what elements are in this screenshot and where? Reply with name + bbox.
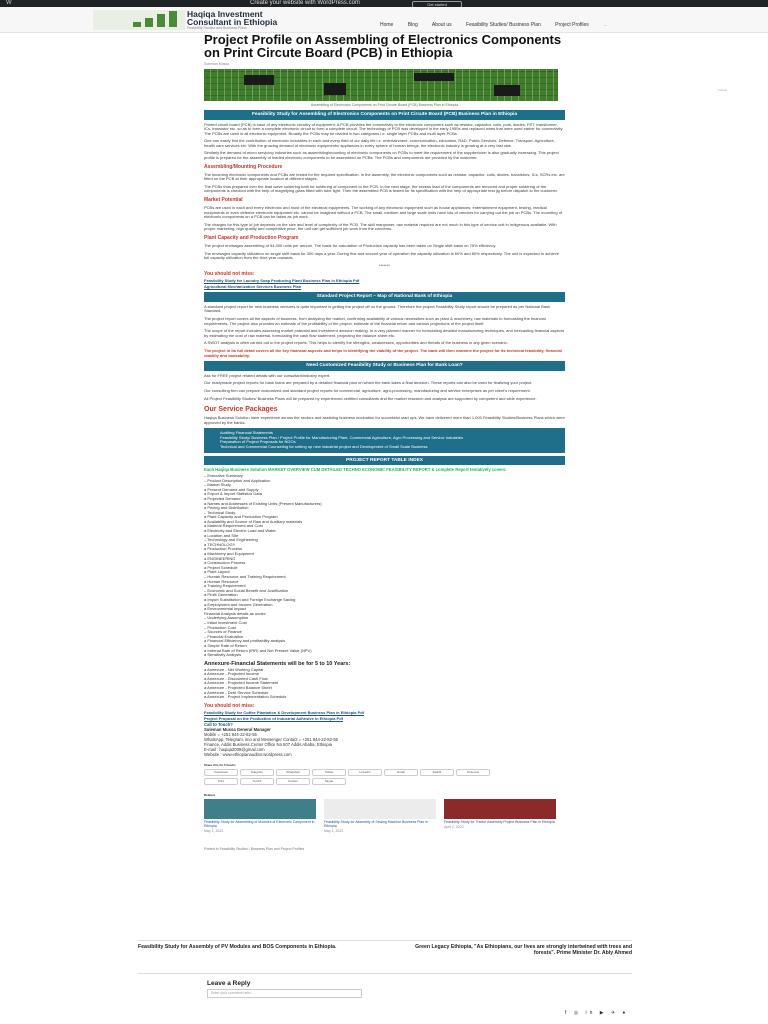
related-card[interactable] [324,799,436,833]
paragraph: Haqiqa Business Solution have experience across the sectors and assisting business incubation for successful start ups. We have delivered more than 1,000 Feasibility Studies/Business Plans which were approved by the banks. [204,415,565,425]
paragraph: The charges for this type of job depends on the size and level of complexity of the PCB. The skill manpower, raw material required are not much in this type of service unit in Indigenous available. With proper marketing, high quality and competitive price, the unit can get sufficient job work from the concerns. [204,221,557,232]
social-icons[interactable]: f ◎ in ▶ ✈ ♦ [565,1010,629,1016]
paragraph: Printed circuit board (PCB) is base of any electronic circuitry of equipment. A PCB provides the connectivity to the electronic component such as resistor, capacitor, coils, pots, diodes, FET, transformer, ICs, transistor etc. so as to form a complete electronic circuit to form a complete circuit. The technology of PCB was developed in the early 1950s and replaced wires that were used earlier for connectivity. The PCBs are used in all electronic equipment. Broadly the PCBs may be divided in two categories i.e. single layer PCBs and multi layer PCBs. [204,121,564,136]
share-label: Share this for Friends: [204,762,237,767]
wordpress-logo-icon[interactable]: W [6,0,12,6]
toc-heading: Each Haqiqa Business Solution MARKET OVERVIEW CUM DETAILED TECHNO ECONOMIC FEASIBILITY REPORT & complete Report tentatively covers: [204,467,507,473]
toc-line: a Names and Addresses of Existing Units (Present Manufacturers) [204,501,322,506]
share-skype-button[interactable]: Skype [312,778,346,785]
paragraph: Ask for FREE project related details with our consultant/industry expert. [204,372,331,378]
toc-line: a ENGINEERING [204,556,236,561]
contact-block [204,722,565,757]
toc-line: a Employment and Income Generation [204,602,273,607]
next-post-link[interactable]: Green Legacy Ethiopia, "As Ethiopians, our lives are strongly intertwined with trees and forests". Prime Minister Dr. Abiy Ahmed [415,944,632,956]
annex-line: a Annexure - Projected Balance Sheet [204,686,272,691]
banner-standard-report: Standard Project Report – Map of National Bank of Ethiopia [204,292,565,302]
related-date: May 1, 2022 [204,828,224,833]
related-date: May 1, 2022 [324,828,344,833]
post-navigation [138,940,632,974]
nav-feasibility[interactable]: Feasibility Studies/ Business Plan [466,22,541,28]
toc-line: – Economic and Social Benefit and Justification [204,588,289,593]
separator-stars: ******* [379,262,390,268]
contact-mobile: Mobile = +251 944-22-82-55 [204,731,257,737]
toc-line: – Production Cost [204,625,236,630]
toc-line: a Plant Layout [204,570,230,575]
toc-line: a Project Schedule [204,565,238,570]
share-whatsapp-button[interactable]: WhatsApp [276,769,310,776]
follow-bar [718,88,742,92]
toc-line: Financial Analysis details as under: [204,611,267,616]
previous-post-link[interactable]: Feasibility Study for Assembly of PV Modules and BOS Components in Ethiopia. [138,944,337,950]
services-list [204,428,565,452]
article-byline[interactable]: Suleman Mussa [204,62,230,66]
hero-pcb-image [204,69,558,101]
related-date: April 2, 2022 [444,824,464,829]
service-item: Feasibility Study/ Business Plan / Project Profile for Manufacturing Plant, Commercial Agriculture, Agro Processing and Service Industries [220,434,463,440]
toc-line: a Sensitivity Analysis [204,653,242,658]
paragraph: The PCBs thus prepared over the lead wave soldering bath for soldering of component to the PCB. In the next stage, the excess lead of the components are removed and proper soldering of the components is checked with the help of magnifying glass fitted with tube light. Then the assembled PCB is tested for its specification with the help of appropriate test jig before dispatch to the customer. [204,183,558,194]
more-button[interactable]: ... [733,88,737,92]
site-tagline: Feasibility Studies and Business Plans [187,26,247,30]
paragraph: The envisaged capacity utilization on single shift basis for 300 days a year. During first and second year of operation the capacity utilization is 60% and 80% respectively. The unit is expected to achieve full capacity utilization from the third year onwards. [204,250,559,261]
toc-line: a Production Process [204,547,243,552]
nav-blog[interactable]: Blog [407,22,418,28]
share-reddit-button[interactable]: Reddit [420,769,454,776]
follow-button[interactable]: Follow [718,88,727,92]
toc-line: a Human Resource [204,579,239,584]
paragraph: The incoming electronic components and PCBs are tested for the required specification. In the assembly, the electronic components such as resistor, capacitor, coils, diodes, transistors, ICs, SCRs etc. are fitted on the PCB at their appropriate location at different stages. [204,171,565,182]
toc-line: a Availability and Source of Raw and Auxiliary materials [204,519,303,524]
paragraph: Our readymade project reports for bank loans are prepared by a detailed financial plan on which the bank takes a final decision. These reports can also be used for finalizing your project. [204,380,533,386]
toc-line: a Simple Rate of Return [204,643,247,648]
toc-line: – Market Study [204,483,231,488]
toc-line: a Projected Demand [204,496,241,501]
toc-line: a Plant Capacity and Production Program [204,515,278,520]
contact-address: Finance, Addis Business Center Office No 507 Addis Ababa, Ethiopia [204,741,332,747]
heading-services: Our Service Packages [204,406,278,414]
hero-caption: Assembling of Electronics Components on Print Circute Board (PCB) Business Plan in Ethiopia [310,103,459,107]
share-telegram-button[interactable]: Telegram [240,769,274,776]
toc-line: a Machinery and Equipment [204,552,254,557]
site-title[interactable]: Haqiqa Investment Consultant in Ethiopia [187,9,278,27]
toc-line: a Import Substitution and Foreign Exchange Saving [204,597,296,602]
article [204,31,565,851]
toc-line: a Financial Efficiency and profitability analysis [204,639,286,644]
related-link[interactable]: Feasibility Study for Laundry Soap Producing Plant Business Plan in Ethiopia Pdf [204,278,360,284]
annex-heading: Annexure-Financial Statements will be for 5 to 10 Years: [204,660,351,667]
share-linkedin-button[interactable]: LinkedIn [348,769,382,776]
contact-whatsapp: WhatsApp, Telegram, imo and Messenger Contact = +251 944-22-82-55 [204,736,338,742]
paragraph: A standard project report for new business ventures is quite important in getting the project off on the ground. Therefore the project Feasibility Study report should be prepared as per National Bank Standard. [204,303,551,314]
heading-assembling: Assembling/Mounting Procedure [204,163,283,170]
paragraph: The scope of the report includes assessing market potential and investment decision making. In a very planned manner for formulating detailed manufacturing techniques, and forecasting financial aspects by estimating the cost of raw material, formulating the cash flow statement, projecting the balance sheet etc. [204,328,565,338]
related-title[interactable]: Feasibility Study for Assembly of Sewing Machine Business Plan in Ethiopia [324,819,428,828]
related-title[interactable]: Feasibility Study for Tractor Assembly Project Business Plan in Ethiopia [444,819,555,824]
banner-customized[interactable]: Need Customized Feasibility Study or Business Plan for Bank Loan? [204,361,565,371]
site-logo[interactable] [93,10,185,30]
toc-line: a Profit Generation [204,593,238,598]
service-item: Preparation of Project Proposals for NGOs [220,439,296,445]
toc-line: – Executive Summary [204,473,243,478]
related-posts [204,799,565,833]
annex-list [204,668,565,700]
toc-line: a Location and Site [204,533,239,538]
related-thumbnail[interactable] [444,799,556,819]
nav-more-icon[interactable]: ... [603,22,608,28]
get-started-button[interactable]: Get started [412,1,462,8]
create-website-link[interactable]: Create your website with WordPress.com [250,0,360,6]
service-item: Auditing Financial Statements [220,430,273,436]
share-email-button[interactable]: Email [384,769,418,776]
toc-line: a Construction Process [204,561,246,566]
heading-capacity: Plant Capacity and Production Program [204,235,299,241]
paragraph: Similarly the demand of micro servicing industries such as assembling/mounting of electronic components on PCBs to meet the requirement of the supplier/user is also gradually increasing. This project profile is prepared for the assembly of leaded electronic components to be assembled on PCBs. The PCBs and components are provided by the customer. [204,150,559,161]
nav-about[interactable]: About us [431,22,452,28]
main-nav [380,22,620,28]
contact-heading: Call to Touch? [204,721,233,727]
toc-line: – Underlying Assumption [204,616,249,621]
share-facebook-button[interactable]: Facebook [204,769,238,776]
paragraph: Our consulting firm can prepare customized and standard project reports for commercial, agriculture, agro-processing, manufacturing and service enterprises as per client's requirement. [204,387,531,393]
share-tumblr-button[interactable]: Tumblr [240,778,274,785]
comment-input[interactable]: Enter your comment here... [207,989,362,998]
heading-market: Market Potential [204,197,243,204]
share-twitter-button[interactable]: Twitter [312,769,346,776]
toc-line: a Electricity and Electric Load and Water [204,529,276,534]
contact-website[interactable]: Website : www.ethiopianauditor.wordpress.com [204,751,292,757]
toc-line: – Initial Investment Cost [204,620,247,625]
leave-reply-heading: Leave a Reply [207,980,251,987]
annex-line: a Annexure - Projected Income [204,672,259,677]
toc-line: a Present Demand and Supply [204,487,259,492]
share-pinterest-button[interactable]: Pinterest [456,769,490,776]
paragraph: One can easily find the contribution of electronic industries in each and every field of our daily life i.e. entertainment, communication, education, R&D, Public Services, Defence, Transport, Agriculture, health care services etc. With the growing demand of electronic equipments/ appliances in every sphere of human beings, the electronic industry is growing at a very fast rate. [204,138,555,148]
toc-line: – Financial Evaluation [204,634,244,639]
related-link[interactable]: Project Proposal on the Production of Industrial Adhesive in Ethiopia Pdf [204,715,343,721]
heading-should-not-miss-2: You should not miss: [204,702,255,709]
article-title: Project Profile on Assembling of Electronics Components on Print Circute Board (PCB) in Ethiopia [204,32,562,60]
annex-line: a Annexure - Net Working Capital [204,667,264,672]
toc-line: a TECHNOLOGY [204,542,236,547]
contact-name: Suleman Mussa General Manager [204,726,271,732]
banner-table-index: PROJECT REPORT TABLE INDEX [204,456,565,466]
site-header [0,7,768,33]
toc-line: a Environmental Impact [204,607,247,612]
red-note: The project in its full detail covers all the key financial aspects and helps in identifying the viability of the project. The bank will then examine the project for its technical feasibility, financial viability and bankability. [204,348,562,358]
related-thumbnail[interactable] [324,799,436,819]
related-link[interactable]: Agricultural Mechanization Services Business Plan [204,284,302,290]
toc-line: a Internal Rate of Return (IRR) and Net Present Value (NPV) [204,648,312,653]
contact-email[interactable]: E-mail : haqiqa2009@gmail.com [204,746,265,752]
toc-line: – Sources of Finance [204,630,242,635]
related-link[interactable]: Feasibility Study for Coffee Plantation & Development Business Plan in Ethiopia Pdf [204,709,365,715]
annex-line: a Annexure - Project Implementation Schedule [204,695,287,700]
banner-feasibility: Feasibility Study for Assembling of Electronics Components on Print Circute Board (PCB) Business Plan in Ethiopia [204,110,565,120]
paragraph: All Project Feasibility Studies/ Business Plans will be prepared by experienced certified consultants and the market research and analysis are supported by competent and wide experience. [204,395,537,401]
toc-line: a Export & Import Statistics Data [204,492,262,497]
toc-line: – Technical Study [204,510,236,515]
nav-project-profiles[interactable]: Project Profiles [555,22,589,28]
heading-should-not-miss: You should not miss: [204,271,255,278]
share-print-button[interactable]: Print [204,778,238,785]
paragraph: PCBs are used in each and every electronic and most of the electrical equipments. The working of any electronic equipment such as house appliances, entertainment equipment, testing, medical equipments or even defence electronic equipment etc. cannot be imagined without a PCB. The small, medium and large scale units have lots of vendors for carrying out the job on PCBs. The mounting of electronic components on a PCB can be taken as job work. [204,205,563,220]
posted-in[interactable]: Posted in Feasibility Studies / Business Plan and Project Profiles [204,846,305,851]
toc-line: a Pricing and Distribution [204,506,249,511]
toc-line: – Technology and Engineering [204,538,258,543]
related-thumbnail[interactable] [204,799,316,819]
annex-line: a Annexure - Projected Income Statement [204,681,279,686]
annex-line: a Annexure - Debt Service Schedule [204,690,269,695]
related-label: Related [204,792,215,797]
wordpress-bar [0,0,768,7]
paragraph: The project envisages assembling of 54,000 units per annum. The basis for calculation of Production capacity has been taken on Single shift basis on 75% efficiency. [204,243,497,248]
related-title[interactable]: Feasibility Study for Assembling of Modules of Electronic Component in Ethiopia [204,819,315,828]
share-pocket-button[interactable]: Pocket [276,778,310,785]
service-item: Technical and Commercial Counseling for setting up new industrial project and Development of Small Scale Business [220,444,428,450]
related-card[interactable] [204,799,316,833]
toc-list [204,474,565,658]
toc-line: a Material Requirement and Cost [204,524,263,529]
nav-home[interactable]: Home [380,22,394,28]
annex-line: a Annexure - Discounted Cash Flow [204,676,268,681]
share-buttons [204,769,504,785]
paragraph: The project report covers all the aspects of business, from analyzing the market, confirming availability of various necessities such as plant & machinery, raw materials to forecasting the financial requirements. The project also provides an estimate of the profitability of the project, estimate of the financial return and various projections of the project itself. [204,316,546,326]
related-card[interactable] [444,799,556,833]
toc-line: a Training Requirement [204,584,246,589]
toc-line: – Human Resource and Training Requirement [204,575,286,580]
toc-line: – Product Description and Application [204,478,271,483]
paragraph: A SWOT analysis is often carried out in the project reports. This helps to identify the strengths, weaknesses, opportunities and threats of the business in any given scenario. [204,340,508,346]
